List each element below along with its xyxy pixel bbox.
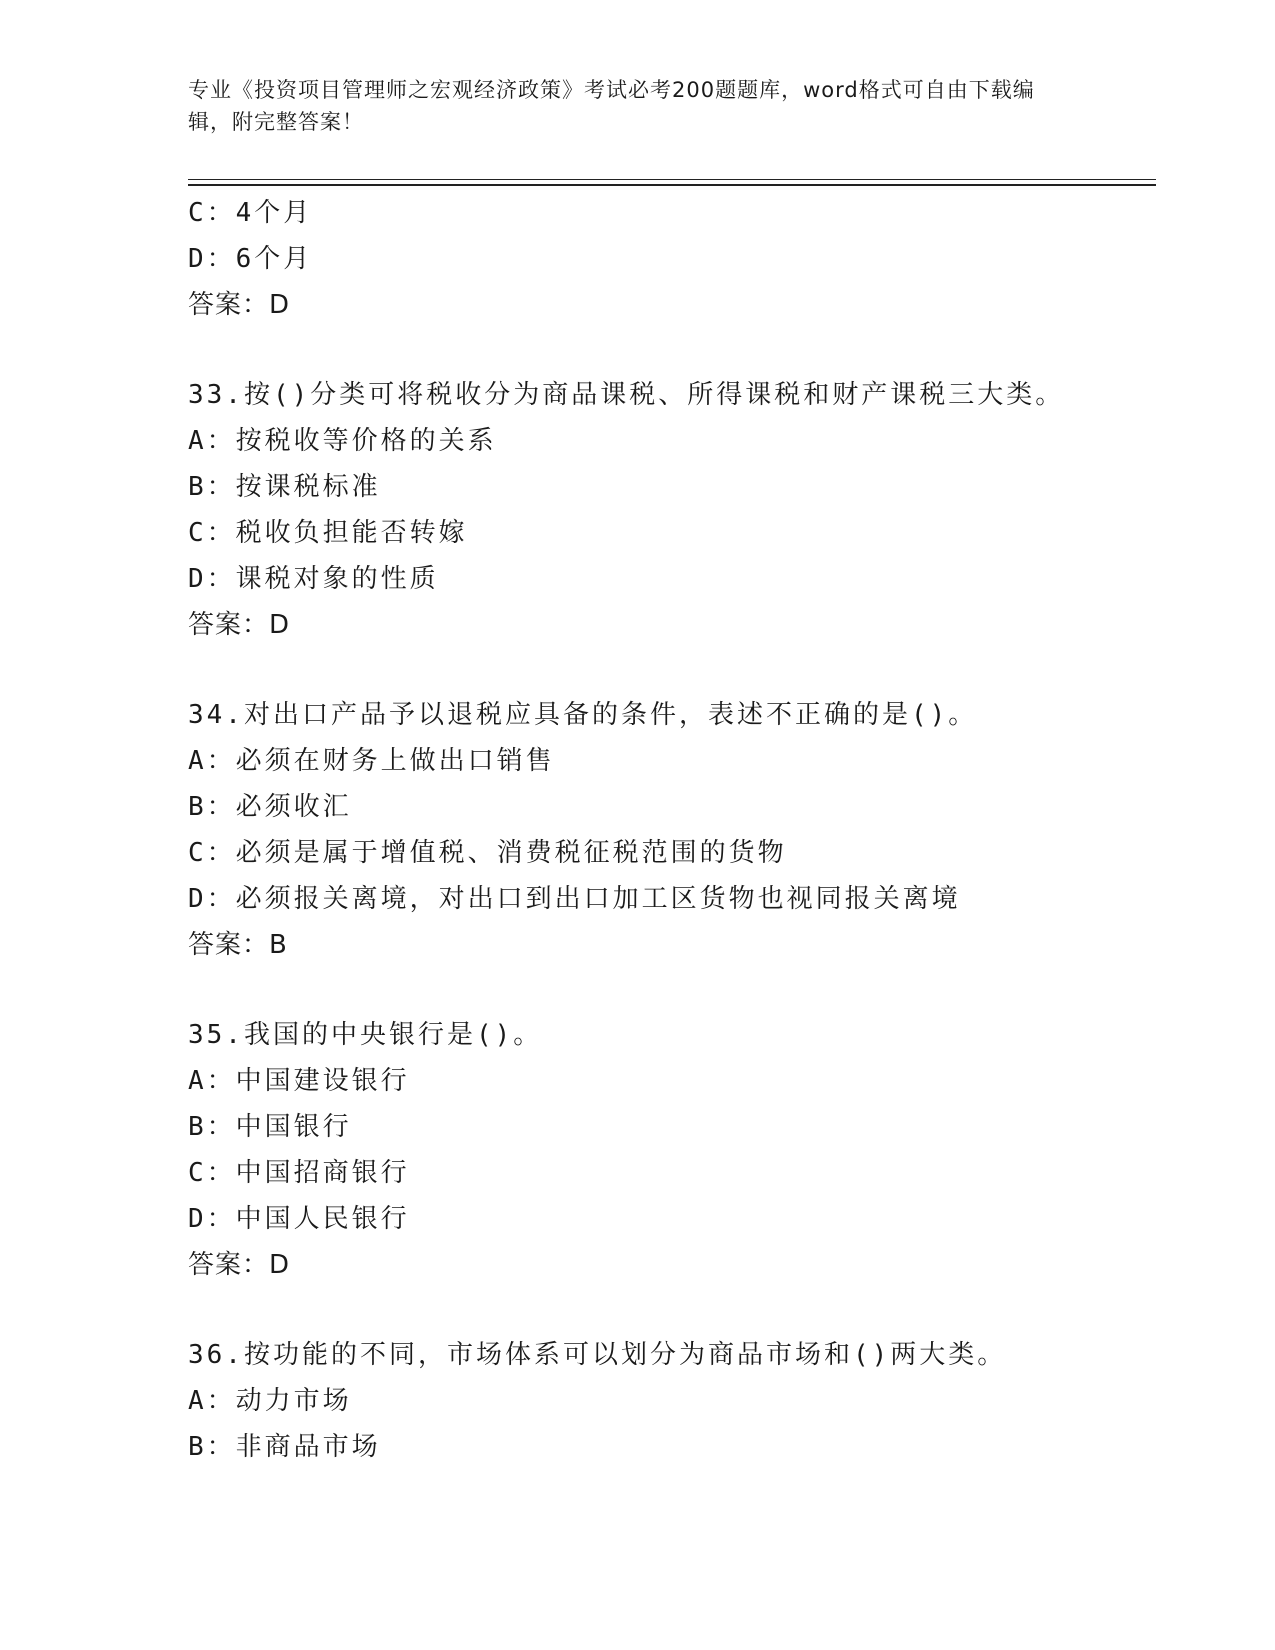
option-d: D：中国人民银行 <box>188 1204 410 1234</box>
question-text: 35.我国的中央银行是()。 <box>188 1020 543 1050</box>
answer-line: 答案：D <box>188 290 291 320</box>
option-b: B：必须收汇 <box>188 792 352 822</box>
option-d: D：6个月 <box>188 244 313 274</box>
answer-line: 答案：B <box>188 930 288 960</box>
question-text: 36.按功能的不同，市场体系可以划分为商品市场和()两大类。 <box>188 1340 1007 1370</box>
option-b: B：非商品市场 <box>188 1432 381 1462</box>
answer-line: 答案：D <box>188 610 291 640</box>
option-a: A：必须在财务上做出口销售 <box>188 746 555 776</box>
question-list <box>188 190 1156 1470</box>
header-rule-thin <box>188 179 1156 180</box>
option-c: C：中国招商银行 <box>188 1158 410 1188</box>
option-a: A：中国建设银行 <box>188 1066 410 1096</box>
option-a: A：动力市场 <box>188 1386 352 1416</box>
document-header: 专业《投资项目管理师之宏观经济政策》考试必考200题题库，word格式可自由下载编辑，附完整答案！ <box>188 78 1035 134</box>
option-c: C：4个月 <box>188 198 313 228</box>
option-a: A：按税收等价格的关系 <box>188 426 497 456</box>
header-rule-thick <box>188 184 1156 186</box>
option-b: B：中国银行 <box>188 1112 352 1142</box>
option-c: C：税收负担能否转嫁 <box>188 518 468 548</box>
option-c: C：必须是属于增值税、消费税征税范围的货物 <box>188 838 787 868</box>
question-text: 34.对出口产品予以退税应具备的条件，表述不正确的是()。 <box>188 700 978 730</box>
option-d: D：课税对象的性质 <box>188 564 439 594</box>
answer-line: 答案：D <box>188 1250 291 1280</box>
option-d: D：必须报关离境，对出口到出口加工区货物也视同报关离境 <box>188 884 961 914</box>
question-text: 33.按()分类可将税收分为商品课税、所得课税和财产课税三大类。 <box>188 380 1065 410</box>
option-b: B：按课税标准 <box>188 472 381 502</box>
